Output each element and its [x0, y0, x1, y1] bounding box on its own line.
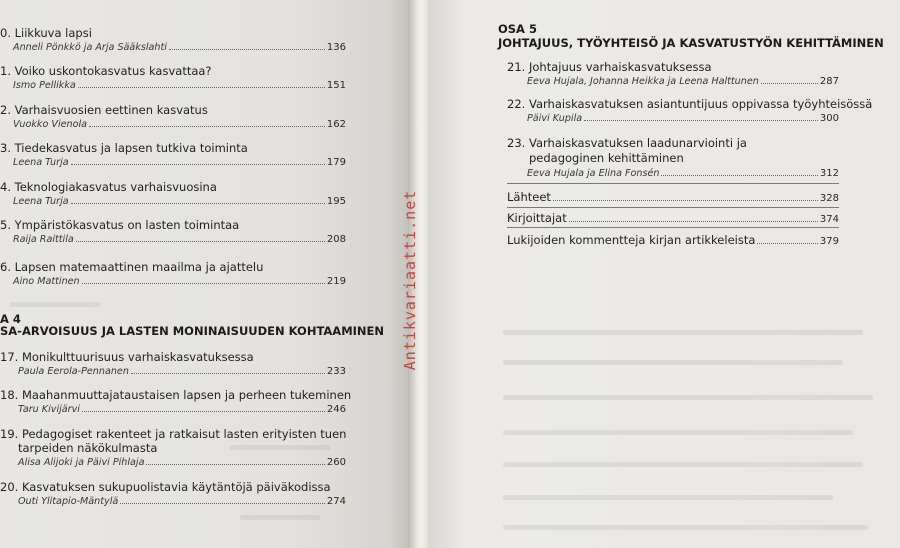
bleed-through-mark [503, 430, 853, 435]
toc-entry [0, 103, 350, 133]
toc-entry [0, 26, 350, 56]
back-matter-page-number: 328 [819, 193, 839, 204]
entry-author: Ismo Pellikka [13, 80, 76, 91]
bleed-through-mark [503, 495, 833, 500]
entry-author-line [0, 116, 346, 130]
toc-entry [507, 136, 839, 180]
entry-page-number: 233 [326, 366, 346, 377]
entry-number: 23. [507, 136, 526, 150]
dot-leader [131, 373, 325, 374]
entry-page-number: 300 [819, 113, 839, 124]
back-matter-entry [507, 209, 839, 225]
entry-page-number: 179 [326, 157, 346, 168]
toc-entry [0, 260, 350, 290]
entry-author: Alisa Alijoki ja Päivi Pihlaja [18, 457, 145, 468]
dot-leader [76, 241, 325, 242]
back-matter-label: Lähteet [507, 190, 551, 204]
entry-title: 17. Monikulttuurisuus varhaiskasvatuksessa [0, 350, 254, 364]
entry-title-continued: tarpeiden näkökulmasta [18, 441, 158, 455]
entry-page-number: 208 [326, 234, 346, 245]
entry-page-number: 151 [326, 80, 346, 91]
entry-author-line [0, 363, 346, 377]
toc-entry [0, 427, 350, 471]
entry-title: Varhaiskasvatuksen laadunarviointi ja [529, 136, 747, 150]
toc-entry [0, 64, 350, 94]
entry-author: Outi Ylitapio-Mäntylä [18, 496, 119, 507]
entry-author: Paula Eerola-Pennanen [18, 366, 129, 377]
bleed-through-mark [503, 360, 843, 365]
entry-page-number: 274 [326, 496, 346, 507]
section-divider [507, 183, 839, 184]
entry-author: Vuokko Vienola [13, 119, 88, 130]
bleed-through-mark [240, 515, 320, 520]
dot-leader [757, 243, 818, 244]
bleed-through-mark [503, 395, 873, 400]
back-matter-entry [507, 231, 839, 247]
dot-leader [146, 464, 324, 465]
bleed-through-mark [503, 330, 863, 335]
entry-title: Johtajuus varhaiskasvatuksessa [529, 60, 712, 74]
toc-entry [0, 141, 350, 171]
entry-page-number: 287 [819, 76, 839, 87]
entry-author: Taru Kivijärvi [18, 404, 80, 415]
part-title: JOHTAJUUS, TYÖYHTEISÖ JA KASVATUSTYÖN KEHITTÄMINEN [498, 36, 884, 50]
toc-entry [507, 97, 873, 127]
bleed-through-mark [10, 302, 100, 307]
entry-page-number: 312 [819, 168, 839, 179]
entry-author-line [0, 231, 346, 245]
dot-leader [169, 49, 325, 50]
entry-author: Eeva Hujala ja Elina Fonsén [527, 168, 660, 179]
entry-title: 2. Varhaisvuosien eettinen kasvatus [0, 103, 208, 117]
entry-author-line [0, 454, 346, 468]
entry-title: 20. Kasvatuksen sukupuolistavia käytäntöjä päiväkodissa [0, 480, 331, 494]
back-matter-page-number: 374 [819, 214, 839, 225]
entry-author: Raija Raittila [13, 234, 74, 245]
entry-title: Varhaiskasvatuksen asiantuntijuus oppivassa työyhteisössä [529, 97, 873, 111]
toc-entry [0, 350, 350, 380]
section-divider [507, 227, 839, 228]
entry-title: 6. Lapsen matemaattinen maailma ja ajattelu [0, 260, 264, 274]
entry-title: 5. Ympäristökasvatus on lasten toimintaa [0, 218, 240, 232]
entry-number: 22. [507, 97, 526, 111]
watermark-text: Antikvariaatti.net [401, 189, 419, 371]
dot-leader [661, 175, 817, 176]
entry-page-number: 260 [326, 457, 346, 468]
dot-leader [71, 203, 325, 204]
entry-author-line [0, 77, 346, 91]
dot-leader [584, 120, 818, 121]
entry-author: Aino Mattinen [13, 276, 80, 287]
entry-author-line [0, 154, 346, 168]
entry-title: 3. Tiedekasvatus ja lapsen tutkiva toiminta [0, 141, 248, 155]
entry-author-line [527, 73, 839, 87]
entry-number: 21. [507, 60, 526, 74]
entry-page-number: 162 [326, 119, 346, 130]
entry-author-line [0, 39, 346, 53]
toc-entry [507, 60, 839, 90]
dot-leader [71, 164, 325, 165]
entry-page-number: 195 [326, 196, 346, 207]
entry-title: 18. Maahanmuuttajataustaisen lapsen ja perheen tukeminen [0, 388, 352, 402]
entry-author: Leena Turja [13, 196, 69, 207]
toc-entry [0, 218, 350, 248]
dot-leader [89, 126, 325, 127]
entry-author-line [527, 110, 839, 124]
dot-leader [82, 283, 325, 284]
entry-author: Päivi Kupila [527, 113, 583, 124]
entry-author-line [0, 193, 346, 207]
section-divider [507, 207, 839, 208]
right-page [428, 0, 900, 548]
toc-entry [0, 180, 350, 210]
entry-page-number: 219 [326, 276, 346, 287]
toc-entry [0, 480, 350, 510]
back-matter-label: Lukijoiden kommentteja kirjan artikkeleista [507, 233, 756, 247]
toc-entry [0, 388, 350, 418]
entry-author: Anneli Pönkkö ja Arja Sääkslahti [13, 42, 167, 53]
bleed-through-mark [503, 462, 863, 467]
dot-leader [82, 411, 325, 412]
entry-page-number: 246 [326, 404, 346, 415]
bleed-through-mark [503, 525, 868, 530]
left-page [0, 0, 410, 548]
dot-leader [120, 503, 325, 504]
entry-author-line [0, 401, 346, 415]
entry-author-line [0, 493, 346, 507]
dot-leader [553, 200, 818, 201]
entry-author-line [527, 165, 839, 179]
part-title: SA-ARVOISUUS JA LASTEN MONINAISUUDEN KOHTAAMINEN [0, 324, 385, 338]
entry-page-number: 136 [326, 42, 346, 53]
entry-title: 19. Pedagogiset rakenteet ja ratkaisut lasten erityisten tuen [0, 427, 347, 441]
watermark [396, 190, 424, 370]
part-label: A 4 [0, 312, 21, 326]
entry-author-line [0, 273, 346, 287]
entry-title: 0. Liikkuva lapsi [0, 26, 92, 40]
entry-title-continued: pedagoginen kehittäminen [529, 151, 684, 165]
entry-author: Eeva Hujala, Johanna Heikka ja Leena Halttunen [527, 76, 759, 87]
back-matter-entry [507, 188, 839, 204]
back-matter-page-number: 379 [819, 236, 839, 247]
dot-leader [78, 87, 325, 88]
entry-author: Leena Turja [13, 157, 69, 168]
entry-title: 1. Voiko uskontokasvatus kasvattaa? [0, 64, 212, 78]
entry-title: 4. Teknologiakasvatus varhaisvuosina [0, 180, 217, 194]
dot-leader [569, 221, 818, 222]
back-matter-label: Kirjoittajat [507, 211, 567, 225]
part-label: OSA 5 [498, 22, 537, 36]
dot-leader [761, 83, 818, 84]
